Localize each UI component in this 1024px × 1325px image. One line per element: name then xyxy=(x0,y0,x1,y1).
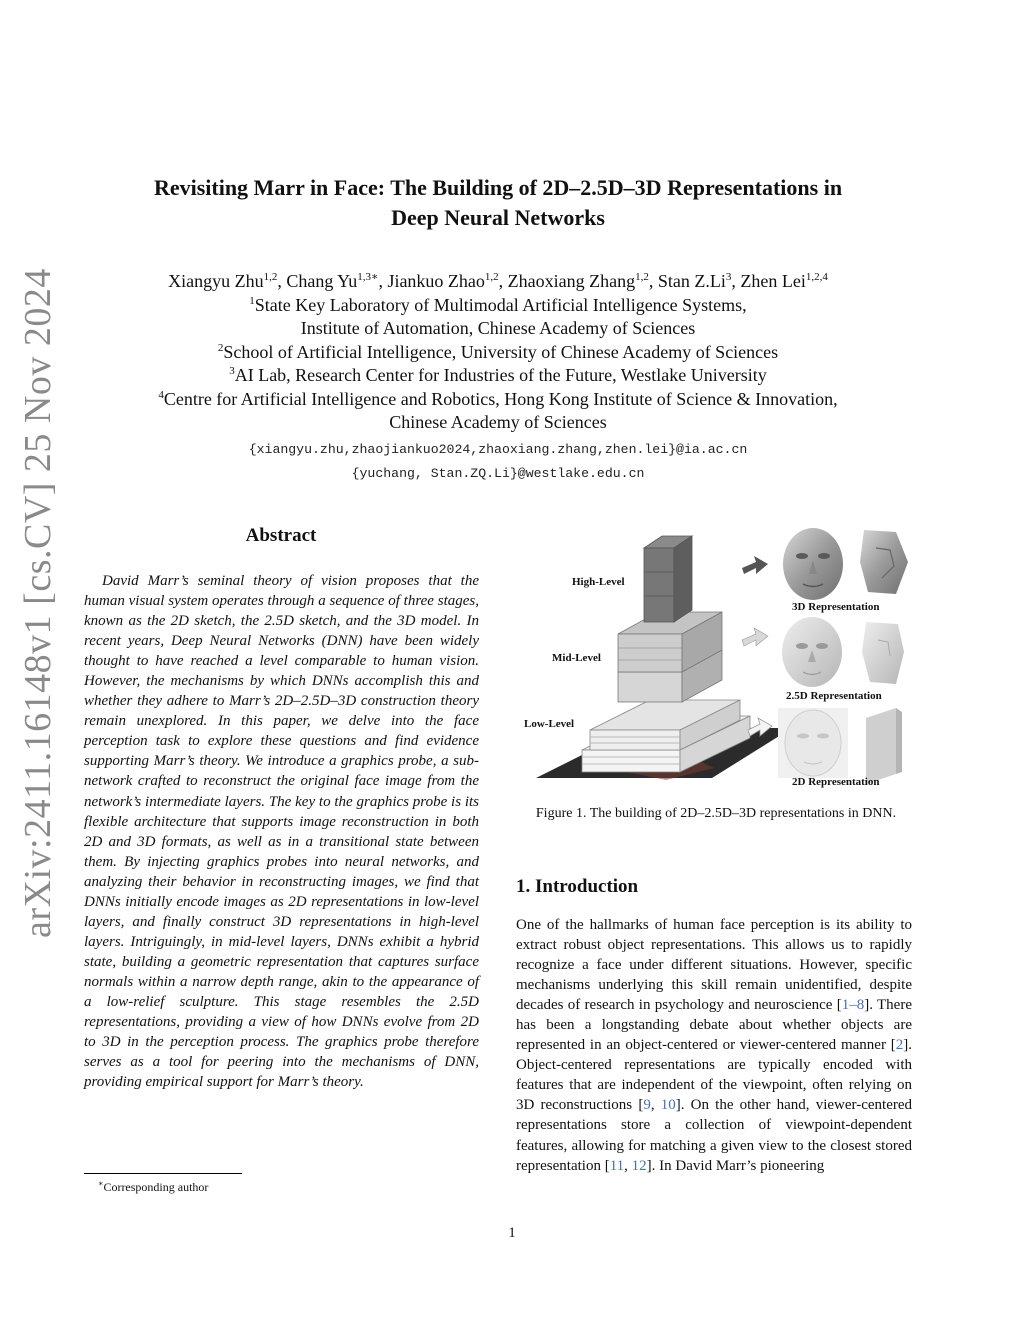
abstract-text: David Marr’s seminal theory of vision proposes that the human visual system operates through a sequence of three stages, known as the 2D sketch, the 2.5D sketch, and the 3D model. In recent years, Deep Neural Networks (DNN) have been widely thought to have reached a level comparable to human vision. However, the mechanisms by which DNNs accomplish this and whether they adhere to Marr’s 2D–2.5D–3D construction theory remain unexplored. In this paper, we delve into the face perception task to explore these questions and find evidence supporting Marr’s theory. We introduce a graphics probe, a sub-network crafted to reconstruct the original face image from the network’s intermediate layers. The key to the graphics probe is its flexible architecture that supports image reconstruction in both 2D and 3D formats, as well as in a transitional state between them. By injecting graphics probes into neural networks, and analyzing their behavior in reconstructing images, we find that DNNs initially encode images as 2D representations in low-level layers, and finally construct 3D representations in high-level layers. Intriguingly, in mid-level layers, DNNs exhibit a hybrid state, building a geometric representation that captures surface normals within a narrow depth range, akin to the appearance of a low-relief sculpture. This stage resembles the 2.5D representations, providing a view of how DNNs evolve from 2D to 3D in the perception process. The graphics probe therefore serves as a tool for peering into the mechanisms of DNN, providing empirical support for Marr’s theory. xyxy=(84,573,479,1091)
author-name: , Stan Z.Li xyxy=(648,271,726,291)
email-line-1: {xiangyu.zhu,zhaojiankuo2024,zhaoxiang.zhang,zhen.lei}@ia.ac.cn xyxy=(248,442,748,457)
label-high-level: High-Level xyxy=(572,576,625,588)
label-2d-representation: 2D Representation xyxy=(792,776,880,788)
affiliation-1: $^1$State Key Laboratory of Multimodal Artificial Intelligence Systems, xyxy=(249,294,747,315)
figure-caption: Figure 1. The building of 2D–2.5D–3D representations in DNN. xyxy=(535,806,897,821)
author-affil-mark: 1,2 xyxy=(263,271,278,283)
arrow-icon xyxy=(742,556,768,574)
author-name: Xiangyu Zhu xyxy=(168,271,264,291)
author-name: , Jiankuo Zhao xyxy=(378,271,485,291)
citation-link[interactable]: 2 xyxy=(895,1037,904,1054)
author-affil-mark: 1,2 xyxy=(484,271,499,283)
email-block xyxy=(60,438,936,486)
citation-link[interactable]: 10 xyxy=(660,1097,676,1114)
face-2-5d-side xyxy=(862,622,904,684)
author-affil-mark: 3 xyxy=(725,271,732,283)
arrow-icon xyxy=(742,628,768,646)
author-block xyxy=(60,270,936,435)
author-name: , Chang Yu xyxy=(277,271,358,291)
footnote-rule xyxy=(84,1173,242,1174)
arxiv-identifier: arXiv:2411.16148v1 [cs.CV] 25 Nov 2024 xyxy=(17,268,59,938)
paper-title xyxy=(100,173,896,233)
face-2d-frontal xyxy=(778,708,848,778)
high-level-layers xyxy=(644,536,692,622)
affiliation-4-cont: Chinese Academy of Sciences xyxy=(389,412,607,432)
author-list xyxy=(60,270,936,294)
affiliation-3: $^3$AI Lab, Research Center for Industries of the Future, Westlake University xyxy=(229,365,767,385)
figure-1-illustration xyxy=(516,522,916,792)
citation-link[interactable]: 11 xyxy=(609,1157,625,1174)
author-affil-mark: 1,2,4 xyxy=(805,271,828,283)
author-affil-mark: 1,3∗ xyxy=(357,271,379,283)
face-3d-frontal xyxy=(774,528,852,600)
title-line-1: Revisiting Marr in Face: The Building of 2D–2.5D–3D Representations in xyxy=(153,175,843,200)
face-3d-side xyxy=(860,530,908,594)
page-number: 1 xyxy=(508,1225,516,1241)
label-3d-representation: 3D Representation xyxy=(792,601,880,613)
author-name: , Zhaoxiang Zhang xyxy=(498,271,636,291)
face-2-5d-frontal xyxy=(782,617,842,687)
affiliation-2: $^2$School of Artificial Intelligence, University of Chinese Academy of Sciences xyxy=(217,341,779,362)
title-line-2: Deep Neural Networks xyxy=(391,205,605,230)
email-line-2: {yuchang, Stan.ZQ.Li}@westlake.edu.cn xyxy=(351,466,645,481)
author-name: , Zhen Lei xyxy=(731,271,806,291)
affiliation-1-cont: Institute of Automation, Chinese Academy of Sciences xyxy=(300,318,696,338)
face-2d-side xyxy=(866,708,902,784)
label-mid-level: Mid-Level xyxy=(552,652,601,664)
figure-1 xyxy=(516,522,916,792)
mid-level-layers xyxy=(618,612,722,702)
abstract-heading: Abstract xyxy=(245,525,317,546)
introduction-paragraph: One of the hallmarks of human face perception is its ability to extract robust object representations. This allows us to rapidly recognize a face under different situations. However, specific mechanisms underlying this skill remain unidentified, despite decades of research in psychology and neuroscience [1–8]. There has been a longstanding debate about whether objects are represented in an object-centered or viewer-centered manner [2]. Object-centered representations are typically encoded with features that are independent of the viewpoint, often relying on 3D reconstructions [9, 10]. On the other hand, viewer-centered representations store a collection of viewpoint-dependent features, allowing for matching a given view to the closest stored representation [11, 12]. In David Marr’s pioneering xyxy=(516,917,912,1174)
citation-link[interactable]: 9 xyxy=(643,1097,651,1114)
affiliation-4: $^4$Centre for Artificial Intelligence and Robotics, Hong Kong Institute of Science & Innovation, xyxy=(158,388,838,409)
citation-link[interactable]: 12 xyxy=(631,1157,647,1174)
citation-link[interactable]: 1–8 xyxy=(841,997,865,1014)
author-affil-mark: 1,2 xyxy=(635,271,649,283)
footnote: ∗Corresponding author xyxy=(98,1179,209,1194)
label-2-5d-representation: 2.5D Representation xyxy=(786,690,882,702)
label-low-level: Low-Level xyxy=(524,718,575,730)
section-heading-introduction: 1. Introduction xyxy=(516,876,639,897)
